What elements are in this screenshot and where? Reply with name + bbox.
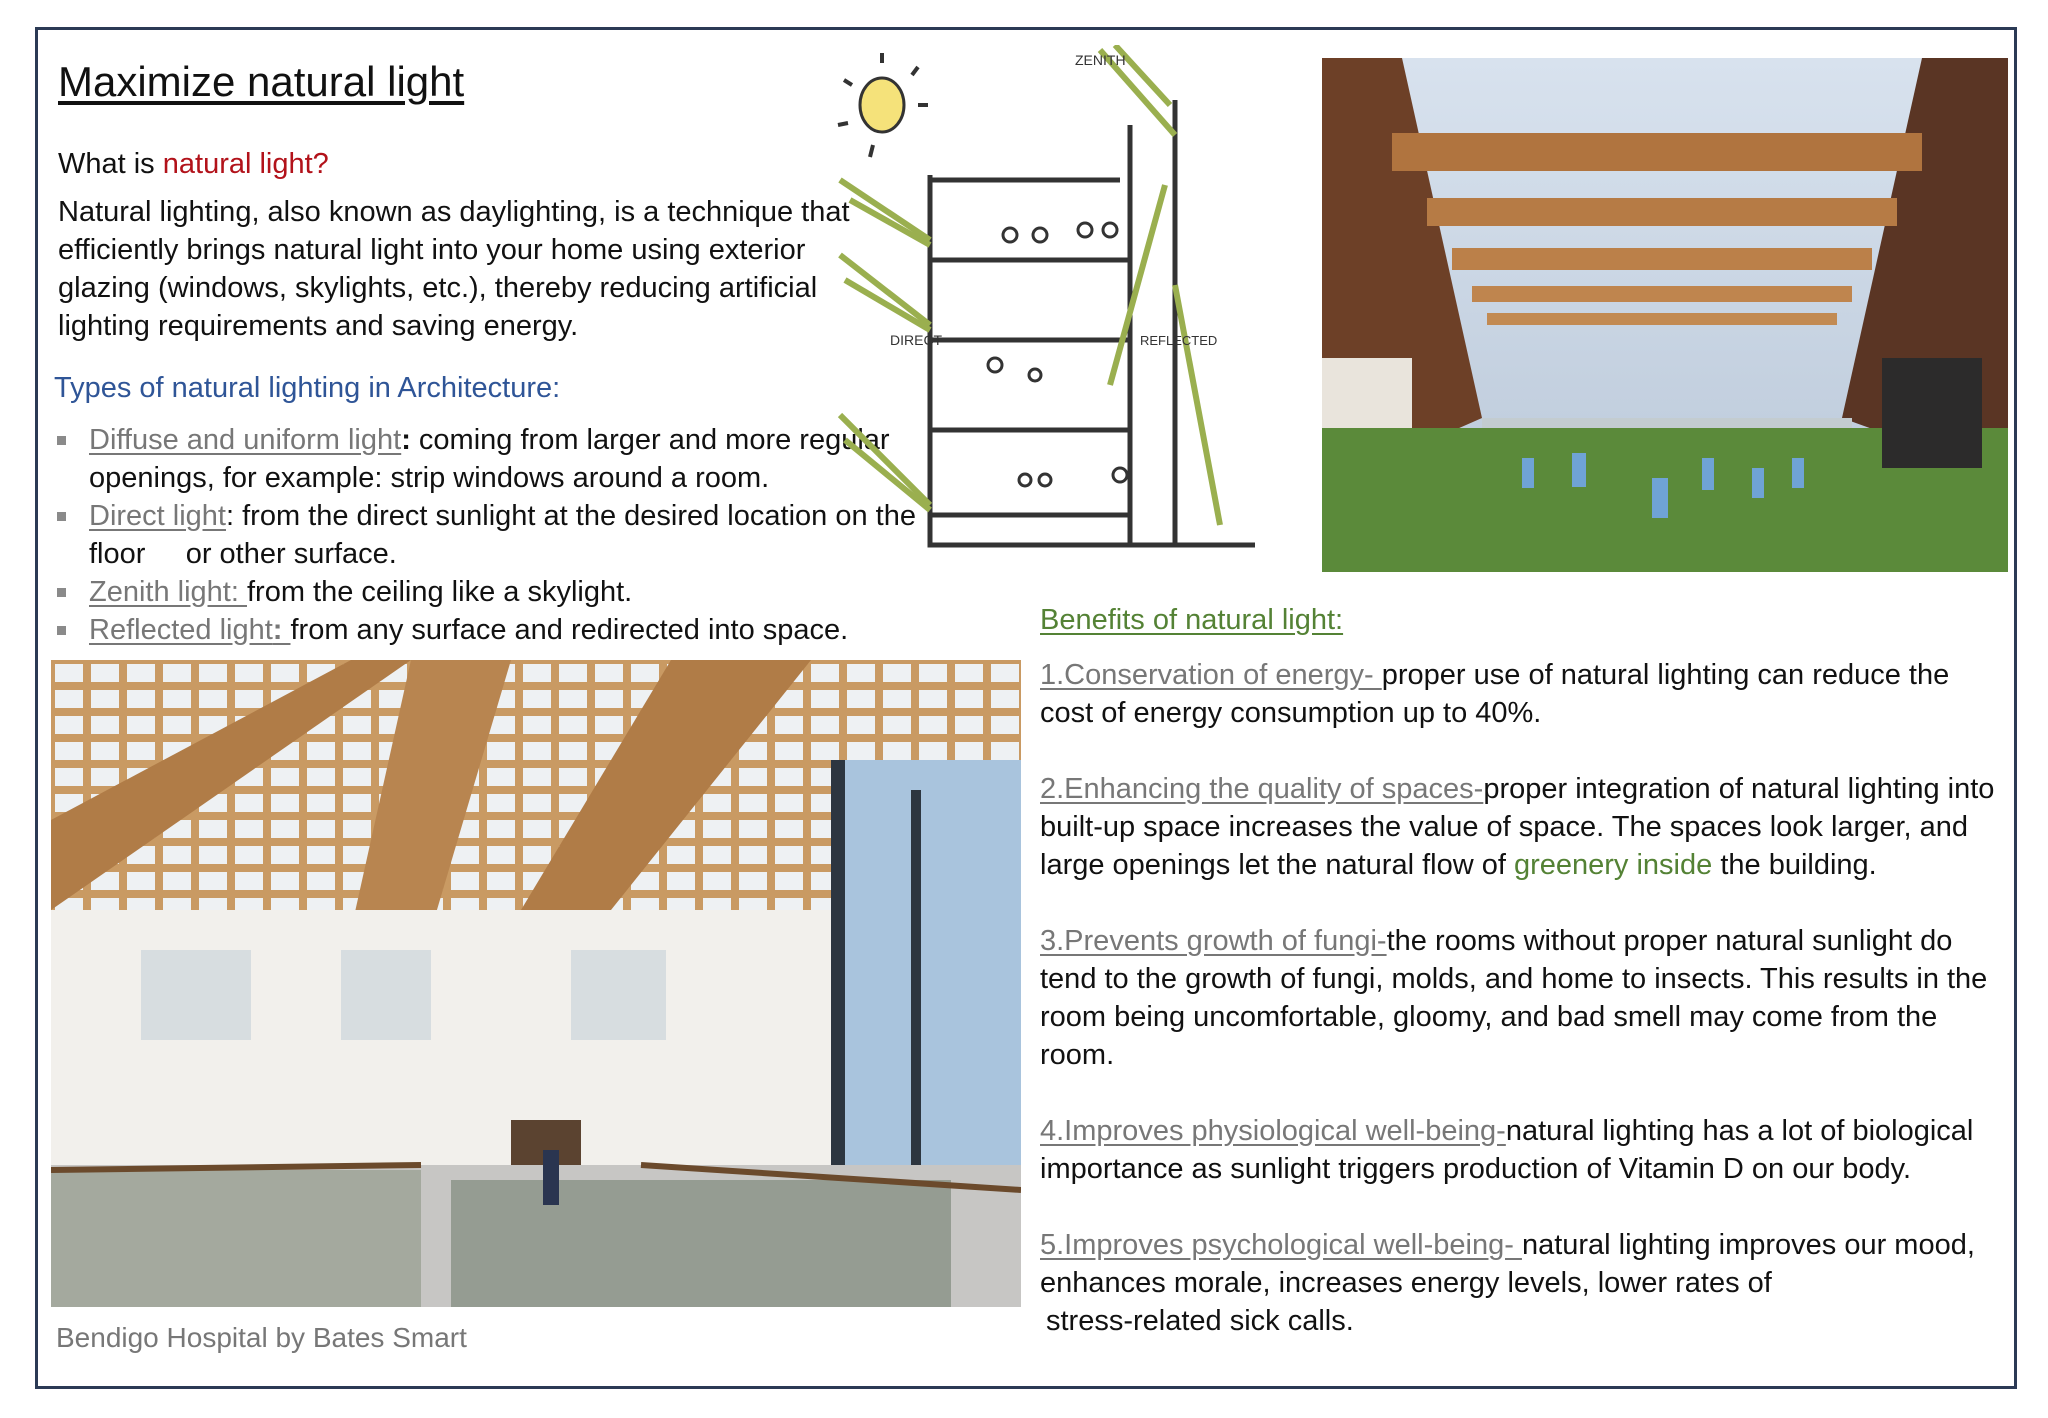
benefit-text-after: the building. — [1712, 849, 1877, 881]
question-prefix: What is — [58, 148, 163, 180]
benefit-text: proper integration of natural lighting into built-up space increases the value of space. The spaces look larger, and large openings let the natural flow of — [1040, 773, 1995, 881]
benefit-term: 3.Prevents growth of fungi- — [1040, 925, 1387, 957]
type-text: from any surface and redirected into space. — [290, 614, 849, 646]
benefit-text: natural lighting has a lot of biological importance as sunlight triggers production of Vitamin D on our body. — [1040, 1115, 1974, 1185]
bullet-icon — [57, 436, 66, 445]
bullet-icon — [57, 512, 66, 521]
type-text: coming from larger and more regular openings, for example: strip windows around a room. — [89, 424, 890, 494]
type-term: Zenith light: — [89, 576, 247, 608]
daylight-section-sketch — [830, 45, 1300, 585]
list-item — [55, 421, 955, 497]
benefit-item — [1040, 1226, 2000, 1340]
sketch-label-zenith: ZENITH — [1075, 52, 1126, 68]
benefit-item — [1040, 770, 2000, 884]
question-heading — [58, 148, 329, 181]
sun-icon — [838, 53, 928, 157]
benefit-text: proper use of natural lighting can reduce the cost of energy consumption up to 40%. — [1040, 659, 1950, 729]
type-sep: : — [401, 424, 411, 456]
sketch-label-direct: DIRECT — [890, 332, 943, 348]
benefit-text-line2: stress-related sick calls. — [1046, 1305, 1354, 1337]
benefits-heading: Benefits of natural light: — [1040, 604, 1344, 636]
list-item — [55, 611, 955, 649]
benefit-highlight: greenery inside — [1513, 849, 1713, 881]
type-term: Direct light — [89, 500, 226, 532]
page-title: Maximize natural light — [58, 58, 465, 105]
photo-caption: Bendigo Hospital by Bates Smart — [56, 1322, 467, 1353]
benefit-term: 4.Improves physiological well-being- — [1040, 1115, 1506, 1147]
bullet-icon — [57, 626, 66, 635]
benefit-item — [1040, 656, 2000, 732]
list-item — [55, 497, 955, 573]
benefit-text: natural lighting improves our mood, enhances morale, increases energy levels, lower rates of — [1040, 1229, 1975, 1299]
benefit-term: 5.Improves psychological well-being- — [1040, 1229, 1522, 1261]
type-text: from the ceiling like a skylight. — [246, 576, 633, 608]
type-term: Reflected light — [89, 614, 273, 646]
sketch-label-reflected: REFLECTED — [1140, 333, 1218, 348]
type-term: Diffuse and uniform light — [89, 424, 402, 456]
benefit-item — [1040, 922, 2000, 1074]
intro-paragraph: Natural lighting, also known as daylighting, is a technique that efficiently brings natural light into your home using exterior glazing (windows, skylights, etc.), thereby reducing artificial lighting requirements and saving energy. — [58, 196, 850, 342]
benefit-term: 2.Enhancing the quality of spaces- — [1040, 773, 1484, 805]
bullet-icon — [57, 588, 66, 597]
hospital-atrium-photo — [51, 660, 1021, 1307]
benefit-term: 1.Conservation of energy- — [1040, 659, 1382, 691]
types-heading: Types of natural lighting in Architecture: — [54, 372, 561, 404]
benefit-item — [1040, 1112, 2000, 1188]
type-sep: : — [272, 614, 291, 646]
question-highlight: natural light? — [162, 148, 329, 180]
benefit-text: the rooms without proper natural sunlight do tend to the growth of fungi, molds, and home to insects. This results in the room being uncomfortable, gloomy, and bad smell may come from the room. — [1040, 925, 1988, 1071]
covered-play-area-photo — [1322, 58, 2008, 572]
building-outline — [930, 100, 1255, 545]
list-item — [55, 573, 955, 611]
types-list — [55, 421, 955, 649]
type-text: : from the direct sunlight at the desired location on the floor or other surface. — [89, 500, 925, 570]
